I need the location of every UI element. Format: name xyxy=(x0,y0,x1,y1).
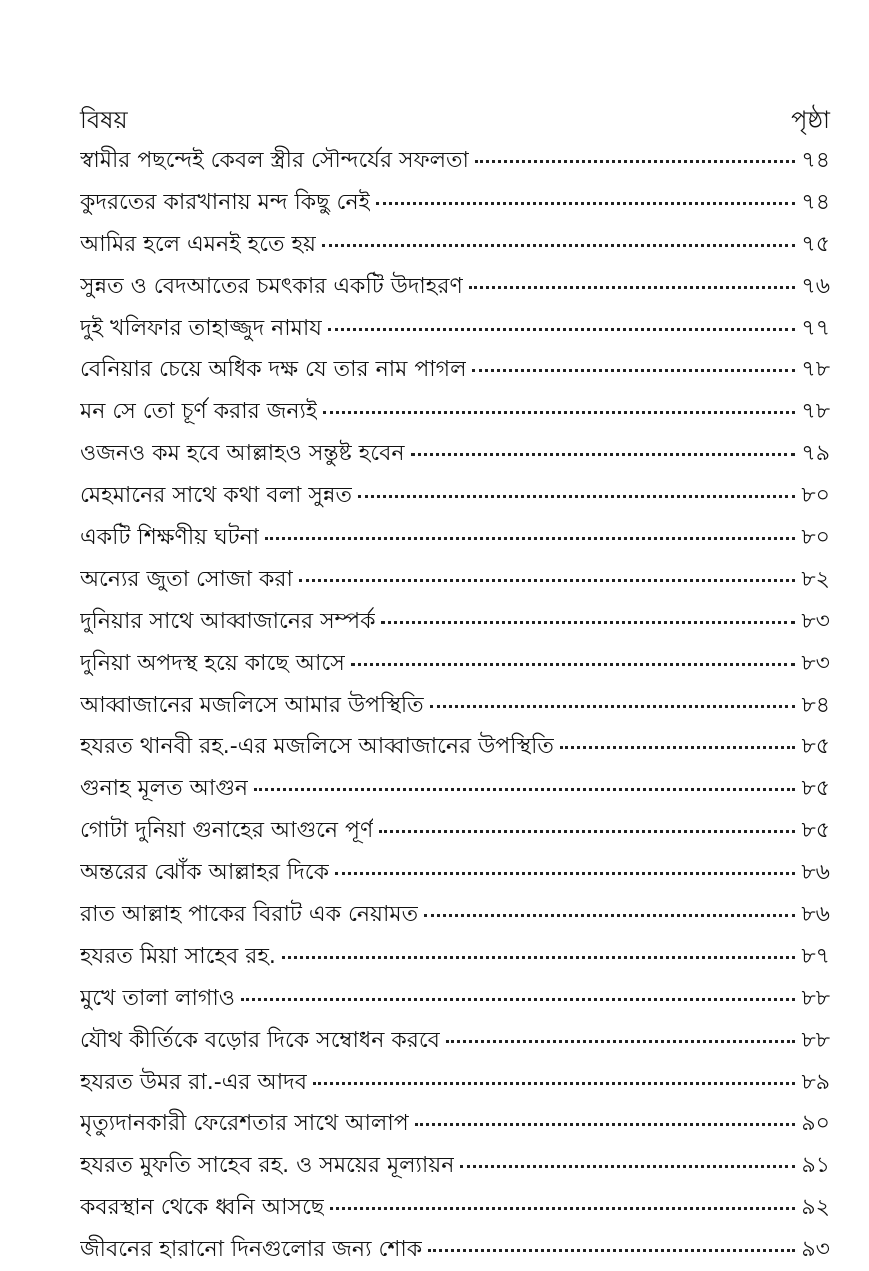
dot-leader xyxy=(241,998,796,1001)
toc-entry-title: গোটা দুনিয়া গুনাহের আগুনে পূর্ণ xyxy=(80,818,374,844)
toc-entry-page-number: ৭৯ xyxy=(801,441,830,467)
toc-entry-title: হযরত মিয়া সাহেব রহ. xyxy=(80,943,276,969)
toc-entry-page-number: ৮০ xyxy=(801,525,830,551)
dot-leader xyxy=(472,369,795,372)
toc-entry-page-number: ৮০ xyxy=(801,483,830,509)
toc-entry-title: আমির হলে এমনই হতে হয় xyxy=(80,231,316,257)
toc-entry-page-number: ৯০ xyxy=(801,1111,830,1137)
toc-entry-title: অন্তরের ঝোঁক আল্লাহর দিকে xyxy=(80,860,330,886)
toc-entry-title: একটি শিক্ষণীয় ঘটনা xyxy=(80,525,260,551)
toc-entry xyxy=(80,768,830,810)
toc-entry xyxy=(80,1229,830,1271)
toc-entry-title: হযরত মুফতি সাহেব রহ. ও সময়ের মূল্যায়ন xyxy=(80,1153,455,1179)
toc-entry xyxy=(80,685,830,727)
dot-leader xyxy=(313,1082,795,1085)
toc-entry xyxy=(80,475,830,517)
toc-entry-title: গুনাহ মূলত আগুন xyxy=(80,776,248,802)
dot-leader xyxy=(323,411,795,414)
toc-entry xyxy=(80,894,830,936)
toc-entry-title: জীবনের হারানো দিনগুলোর জন্য শোক xyxy=(80,1237,423,1263)
toc-entry xyxy=(80,308,830,350)
toc-entry-page-number: ৮৮ xyxy=(801,985,830,1011)
toc-header xyxy=(80,100,830,140)
toc-entry-title: হযরত থানবী রহ.-এর মজলিসে আব্বাজানের উপস্থিতি xyxy=(80,734,554,760)
toc-entry xyxy=(80,1103,830,1145)
toc-entry-title: যৌথ কীর্তিকে বড়োর দিকে সম্বোধন করবে xyxy=(80,1027,440,1053)
toc-entry-page-number: ৯১ xyxy=(801,1153,830,1179)
toc-entry-title: বেনিয়ার চেয়ে অধিক দক্ষ যে তার নাম পাগল xyxy=(80,357,467,383)
dot-leader xyxy=(460,1165,795,1168)
toc-entry xyxy=(80,266,830,308)
toc-entry-title: অন্যের জুতা সোজা করা xyxy=(80,566,293,592)
dot-leader xyxy=(560,746,796,749)
toc-entry xyxy=(80,182,830,224)
toc-entry xyxy=(80,1062,830,1104)
toc-entry-page-number: ৮৭ xyxy=(801,943,830,969)
toc-entry-title: দুই খলিফার তাহাজ্জুদ নামায xyxy=(80,315,322,341)
toc-entry-page-number: ৭৬ xyxy=(801,273,830,299)
dot-leader xyxy=(282,956,796,959)
toc-entry-title: কবরস্থান থেকে ধ্বনি আসছে xyxy=(80,1195,325,1221)
toc-entry-page-number: ৮৫ xyxy=(801,734,830,760)
dot-leader xyxy=(351,663,796,666)
toc-entry-title: ওজনও কম হবে আল্লাহও সন্তুষ্ট হবেন xyxy=(80,441,405,467)
dot-leader xyxy=(475,160,795,163)
toc-entry-page-number: ৮২ xyxy=(801,566,830,592)
toc-entry xyxy=(80,349,830,391)
dot-leader xyxy=(328,328,795,331)
toc-entry xyxy=(80,601,830,643)
dot-leader xyxy=(415,1123,796,1126)
page-column-label: পৃষ্ঠা xyxy=(791,106,830,134)
dot-leader xyxy=(424,914,795,917)
toc-entry-title: আব্বাজানের মজলিসে আমার উপস্থিতি xyxy=(80,692,424,718)
dot-leader xyxy=(411,453,796,456)
dot-leader xyxy=(469,286,796,289)
toc-entry-title: মেহমানের সাথে কথা বলা সুন্নত xyxy=(80,483,352,509)
toc-entry-title: দুনিয়া অপদস্থ হয়ে কাছে আসে xyxy=(80,650,345,676)
toc-entry-page-number: ৭৭ xyxy=(801,315,830,341)
dot-leader xyxy=(381,621,795,624)
toc-entry-title: সুন্নত ও বেদআতের চমৎকার একটি উদাহরণ xyxy=(80,273,463,299)
toc-entry xyxy=(80,140,830,182)
toc-entry-title: হযরত উমর রা.-এর আদব xyxy=(80,1069,307,1095)
toc-entry-page-number: ৭৪ xyxy=(801,148,830,173)
toc-entry xyxy=(80,936,830,978)
toc-entry-page-number: ৭৮ xyxy=(801,357,830,383)
toc-entry-title: মৃত্যুদানকারী ফেরেশতার সাথে আলাপ xyxy=(80,1111,409,1137)
dot-leader xyxy=(330,1207,795,1210)
toc-entry xyxy=(80,1020,830,1062)
toc-entry-title: রাত আল্লাহ পাকের বিরাট এক নেয়ামত xyxy=(80,902,419,928)
subject-column-label: বিষয় xyxy=(80,106,128,134)
toc-entry xyxy=(80,224,830,266)
toc-entry-title: কুদরতের কারখানায় মন্দ কিছু নেই xyxy=(80,189,371,215)
dot-leader xyxy=(379,830,795,833)
toc-entry-page-number: ৮৯ xyxy=(801,1069,830,1095)
toc-list xyxy=(80,140,830,1271)
toc-entry-page-number: ৮৮ xyxy=(801,1027,830,1053)
toc-entry-page-number: ৭৫ xyxy=(801,231,830,257)
toc-entry-title: মন সে তো চূর্ণ করার জন্যই xyxy=(80,399,318,425)
toc-entry xyxy=(80,852,830,894)
dot-leader xyxy=(299,579,796,582)
toc-entry xyxy=(80,559,830,601)
toc-entry xyxy=(80,643,830,685)
toc-entry-page-number: ৭৮ xyxy=(801,399,830,425)
toc-entry-page-number: ৮৩ xyxy=(801,608,830,634)
toc-entry-page-number: ৮৪ xyxy=(801,692,830,718)
toc-entry xyxy=(80,1187,830,1229)
toc-entry-page-number: ৮৩ xyxy=(801,650,830,676)
toc-entry-page-number: ৯২ xyxy=(801,1195,830,1221)
toc-entry-page-number: ৯৩ xyxy=(801,1237,830,1263)
toc-entry xyxy=(80,978,830,1020)
dot-leader xyxy=(430,705,796,708)
dot-leader xyxy=(376,202,795,205)
toc-entry-page-number: ৭৪ xyxy=(801,189,830,215)
dot-leader xyxy=(335,872,795,875)
toc-entry-page-number: ৮৬ xyxy=(801,902,830,928)
toc-entry xyxy=(80,726,830,768)
toc-entry-page-number: ৮৬ xyxy=(801,860,830,886)
toc-entry xyxy=(80,517,830,559)
toc-entry-page-number: ৮৫ xyxy=(801,818,830,844)
dot-leader xyxy=(265,537,795,540)
toc-entry-title: দুনিয়ার সাথে আব্বাজানের সম্পর্ক xyxy=(80,608,376,634)
dot-leader xyxy=(446,1040,796,1043)
dot-leader xyxy=(428,1249,795,1252)
dot-leader xyxy=(358,495,795,498)
dot-leader xyxy=(322,244,795,247)
toc-entry-title: স্বামীর পছন্দেই কেবল স্ত্রীর সৌন্দর্যের সফলতা xyxy=(80,148,469,173)
dot-leader xyxy=(254,788,795,791)
toc-entry xyxy=(80,433,830,475)
toc-entry xyxy=(80,810,830,852)
toc-entry xyxy=(80,1145,830,1187)
toc-entry-page-number: ৮৫ xyxy=(801,776,830,802)
toc-entry-title: মুখে তালা লাগাও xyxy=(80,985,235,1011)
toc-entry xyxy=(80,391,830,433)
table-of-contents-page xyxy=(80,100,830,1271)
